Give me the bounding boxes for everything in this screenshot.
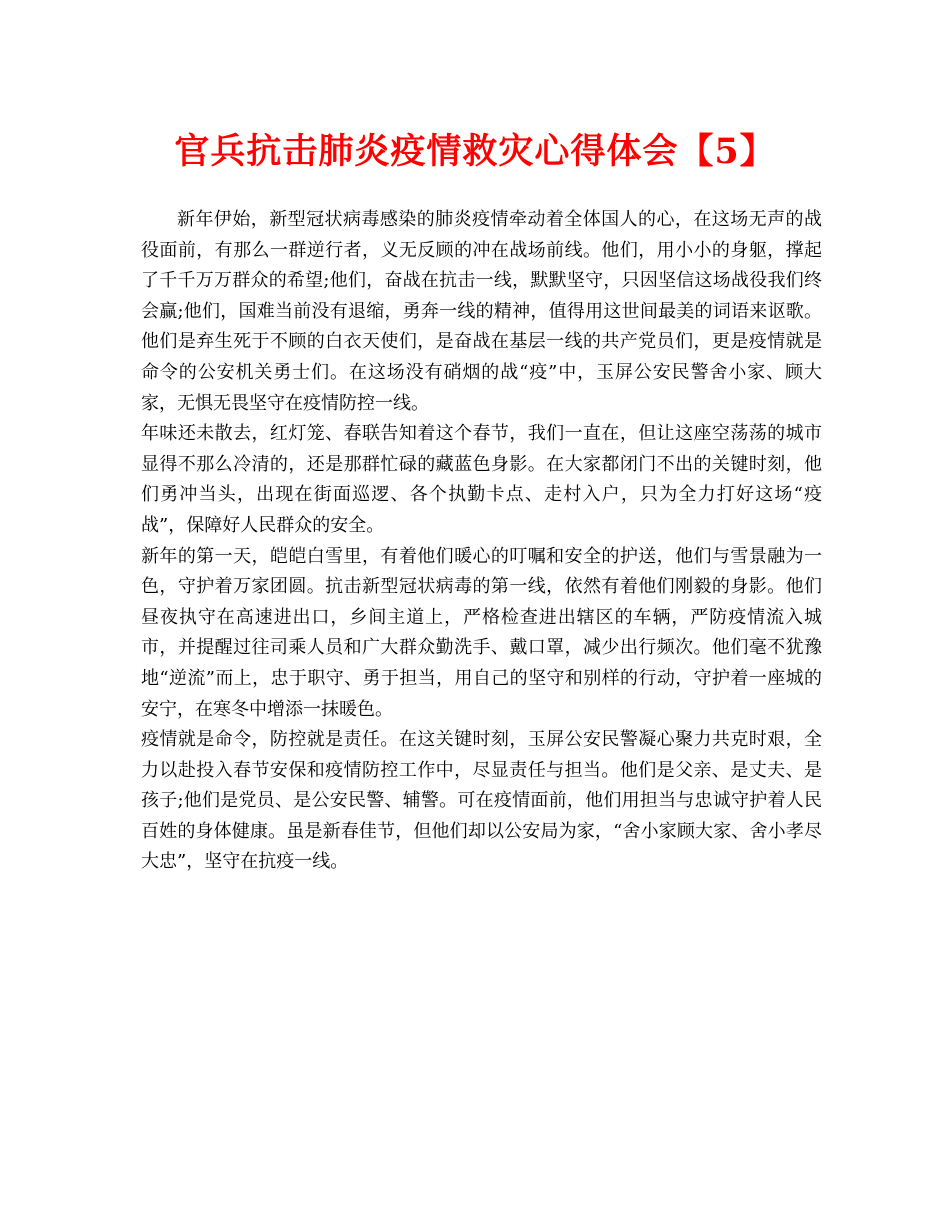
document-title: 官兵抗击肺炎疫情救灾心得体会【5】 — [174, 131, 776, 172]
paragraph-2: 年味还未散去，红灯笼、春联告知着这个春节，我们一直在，但让这座空荡荡的城市显得不那么冷清的，还是那群忙碌的藏蓝色身影。在大家都闭门不出的关键时刻，他们勇冲当头，出现在街面巡逻、各个执勤卡点、走村入户，只为全力打好这场“疫战”，保障好人民群众的安全。 — [141, 423, 822, 536]
document-body — [141, 205, 822, 878]
paragraph-1: 新年伊始，新型冠状病毒感染的肺炎疫情牵动着全体国人的心，在这场无声的战役面前，有那么一群逆行者，义无反顾的冲在战场前线。他们，用小小的身躯，撑起了千千万万群众的希望;他们，奋战在抗击一线，默默坚守，只因坚信这场战役我们终会赢;他们，国难当前没有退缩，勇奔一线的精神，值得用这世间最美的词语来讴歌。他们是弃生死于不顾的白衣天使们，是奋战在基层一线的共产党员们，更是疫情就是命令的公安机关勇士们。在这场没有硝烟的战“疫”中，玉屏公安民警舍小家、顾大家，无惧无畏坚守在疫情防控一线。 — [141, 209, 822, 414]
paragraph-4: 疫情就是命令，防控就是责任。在这关键时刻，玉屏公安民警凝心聚力共克时艰，全力以赴投入春节安保和疫情防控工作中，尽显责任与担当。他们是父亲、是丈夫、是孩子;他们是党员、是公安民警、辅警。可在疫情面前，他们用担当与忠诚守护着人民百姓的身体健康。虽是新春佳节，但他们却以公安局为家，“舍小家顾大家、舍小孝尽大忠”，坚守在抗疫一线。 — [141, 729, 822, 873]
paragraph-3: 新年的第一天，皑皑白雪里，有着他们暖心的叮嘱和安全的护送，他们与雪景融为一色，守护着万家团圆。抗击新型冠状病毒的第一线，依然有着他们刚毅的身影。他们昼夜执守在高速进出口，乡间主道上，严格检查进出辖区的车辆，严防疫情流入城市，并提醒过往司乘人员和广大群众勤洗手、戴口罩，减少出行频次。他们毫不犹豫地“逆流”而上，忠于职守、勇于担当，用自己的坚守和别样的行动，守护着一座城的安宁，在寒冬中增添一抹暖色。 — [141, 545, 822, 720]
